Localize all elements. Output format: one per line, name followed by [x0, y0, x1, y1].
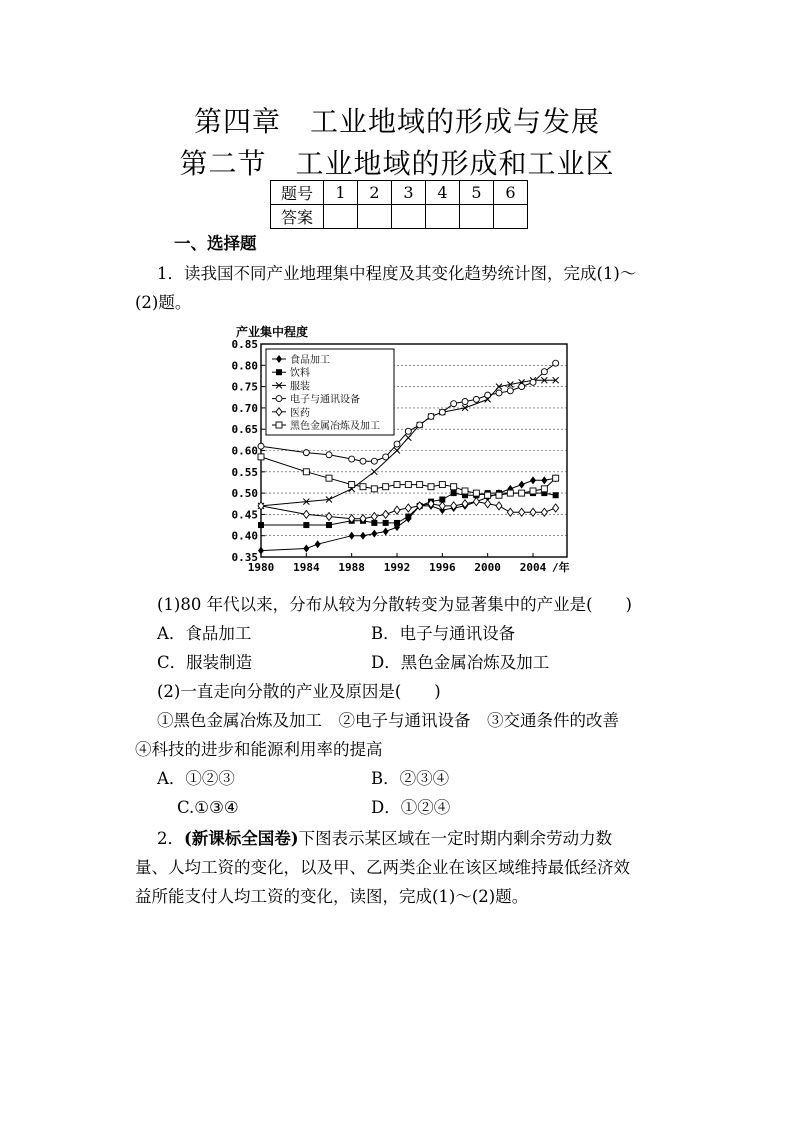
chart-point	[519, 508, 525, 516]
chart-x-tick-label: 1996	[429, 561, 456, 574]
answer-table-number: 1	[324, 181, 358, 205]
chart-point	[451, 490, 457, 496]
chart-point	[541, 476, 547, 484]
section-title: 第二节 工业地域的形成和工业区	[179, 147, 615, 180]
chart-point	[530, 508, 536, 516]
chapter-title: 第四章 工业地域的形成与发展	[193, 105, 600, 138]
chart-point	[405, 514, 411, 520]
q2-number: 2．	[157, 829, 184, 848]
chart-point	[405, 435, 411, 441]
q1-sub2-option-c[interactable]: C.①③④	[177, 798, 239, 817]
chart-x-tick-label: 1980	[247, 561, 275, 574]
chart-x-axis-unit: /年	[552, 561, 570, 574]
chart-point	[439, 502, 445, 510]
answer-table-number: 3	[392, 181, 426, 205]
chart-point	[405, 428, 411, 434]
chart-point	[428, 484, 434, 490]
chart-point	[371, 486, 377, 492]
chart-legend-marker	[276, 369, 282, 375]
chart-y-tick-label: 0.70	[231, 401, 258, 415]
chart-y-tick-label: 0.60	[231, 444, 258, 458]
chart-point	[417, 422, 423, 428]
q1-stem-line1: 1．读我国不同产业地理集中程度及其变化趋势统计图，完成(1)～	[157, 264, 637, 283]
chart-point	[405, 504, 411, 512]
chart-point	[541, 486, 547, 492]
chart-point	[507, 388, 513, 394]
answer-table-number: 2	[358, 181, 392, 205]
chart-point	[383, 510, 389, 518]
chart-y-axis-label: 产业集中程度	[236, 325, 309, 339]
chart-point	[519, 481, 525, 489]
chart-legend-label: 医药	[290, 407, 310, 419]
q1-sub2-items-line2: ④科技的进步和能源利用率的提高	[135, 740, 383, 759]
chart-y-tick-label: 0.65	[231, 423, 258, 437]
q1-sub2-option-b[interactable]: B．②③④	[371, 769, 450, 788]
chart-point	[462, 488, 468, 494]
chart-point	[439, 482, 445, 488]
chart-point	[371, 530, 377, 538]
q2-stem-line2: 量、人均工资的变化，以及甲、乙两类企业在该区域维持最低经济效	[135, 858, 630, 877]
chart-point	[394, 506, 400, 514]
chart-y-tick-label: 0.45	[231, 508, 258, 522]
chart-x-tick-label: 2000	[474, 561, 501, 574]
chart-point	[303, 522, 309, 528]
chart-point	[473, 490, 479, 496]
chart-point	[496, 390, 502, 396]
chart-point	[496, 502, 502, 510]
chart-point	[258, 547, 264, 555]
chart-point	[530, 379, 536, 385]
chart-point	[519, 384, 525, 390]
chart-point	[428, 413, 434, 419]
chart-legend-marker	[276, 396, 282, 402]
chart-x-tick-label: 1988	[338, 561, 365, 574]
chart-point	[371, 513, 377, 521]
q1-sub2-stem: (2)一直走向分散的产业及原因是( )	[157, 682, 441, 701]
chart-y-tick-label: 0.80	[231, 359, 258, 373]
q1-sub2-option-d[interactable]: D．①②④	[371, 798, 451, 817]
q1-sub1-option-a[interactable]: A．食品加工	[157, 624, 252, 643]
chart-x-tick-label: 2004	[519, 561, 547, 574]
chart-point	[349, 456, 355, 462]
answer-table-number: 4	[426, 181, 460, 205]
q1-sub1-stem: (1)80 年代以来，分布从较为分散转变为显著集中的产业是( )	[157, 595, 632, 614]
chart-point	[303, 469, 309, 475]
q2-source: (新课标全国卷)	[184, 829, 299, 848]
q2-stem-line1	[157, 827, 612, 851]
chart-point	[326, 475, 332, 481]
chart-y-tick-label: 0.75	[231, 380, 258, 394]
chart-x-tick-label: 1984	[293, 561, 320, 574]
chart-point	[383, 520, 389, 526]
answer-table-number: 5	[460, 181, 494, 205]
chart-point	[553, 492, 559, 498]
chart-legend-label: 食品加工	[290, 355, 330, 366]
chart-point	[326, 513, 332, 521]
chart-point	[473, 498, 479, 506]
chart-point	[360, 484, 366, 490]
chart-point	[553, 360, 559, 366]
chart-point	[383, 484, 389, 490]
chart-point	[496, 492, 502, 498]
q2-line1-rest: 下图表示某区域在一定时期内剩余劳动力数	[298, 829, 613, 848]
chart-point	[258, 443, 264, 449]
q1-sub1-option-c[interactable]: C．服装制造	[157, 653, 253, 672]
chart-point	[383, 454, 389, 460]
chart-point	[349, 482, 355, 488]
answer-cell[interactable]	[460, 205, 494, 229]
answer-table-row-numbers	[271, 181, 528, 205]
section-heading: 一、选择题	[174, 234, 257, 253]
chart-point	[485, 500, 491, 508]
chart-point	[530, 476, 536, 484]
answer-cell[interactable]	[358, 205, 392, 229]
chart-point	[371, 469, 377, 475]
chart-point	[360, 532, 366, 540]
chart-legend-label: 服装	[290, 381, 310, 393]
chart-point	[462, 399, 468, 405]
chart-x-ticks	[248, 553, 570, 574]
chart-point	[541, 369, 547, 375]
chart-point	[394, 482, 400, 488]
q1-stem-line2: (2)题。	[135, 293, 192, 312]
answer-cell[interactable]	[426, 205, 460, 229]
chart-legend-marker	[276, 422, 282, 428]
chart-point	[507, 490, 513, 496]
chart-legend-label: 电子与通讯设备	[290, 394, 360, 406]
chart-series-6	[258, 454, 559, 498]
chart-point	[473, 396, 479, 402]
chart-point	[451, 401, 457, 407]
chart-point	[405, 482, 411, 488]
q1-sub2-option-a[interactable]: A．①②③	[157, 769, 235, 788]
chart-point	[507, 508, 513, 516]
chart-y-tick-label: 0.40	[231, 529, 258, 543]
chart-point	[451, 484, 457, 490]
chart-point	[326, 522, 332, 528]
q1-sub1-option-b[interactable]: B．电子与通讯设备	[371, 624, 516, 643]
chart-point	[519, 490, 525, 496]
chart-point	[303, 510, 309, 518]
chart-legend	[266, 349, 394, 435]
answer-cell[interactable]	[324, 205, 358, 229]
chart-point	[303, 450, 309, 456]
q1-sub2-items-line1: ①黑色金属冶炼及加工 ②电子与通讯设备 ③交通条件的改善	[157, 711, 619, 730]
chart-point	[485, 392, 491, 398]
chart-point	[383, 527, 389, 535]
chart-point	[394, 520, 400, 526]
chart-point	[326, 452, 332, 458]
answer-cell[interactable]	[494, 205, 528, 229]
chart-point	[258, 522, 264, 528]
chart-point	[360, 458, 366, 464]
answer-table	[270, 180, 528, 229]
chart-legend-label: 黑色金属冶炼及加工	[290, 421, 380, 432]
answer-table-number: 6	[494, 181, 528, 205]
chart-point	[553, 475, 559, 481]
chart-point	[303, 544, 309, 552]
q1-sub1-option-d[interactable]: D．黑色金属冶炼及加工	[371, 653, 550, 672]
chart-point	[553, 504, 559, 512]
chart-point	[371, 458, 377, 464]
chart-point	[439, 409, 445, 415]
industry-concentration-chart	[225, 322, 575, 577]
chart-point	[541, 508, 547, 516]
chart-point	[394, 441, 400, 447]
q2-stem-line3: 益所能支付人均工资的变化，读图，完成(1)～(2)题。	[135, 887, 529, 906]
chart-point	[530, 488, 536, 494]
chart-y-tick-label: 0.50	[231, 487, 258, 501]
chart-legend-label: 饮料	[290, 368, 310, 380]
answer-table-row-answers	[271, 205, 528, 229]
answer-cell[interactable]	[392, 205, 426, 229]
chart-y-tick-label: 0.85	[231, 338, 258, 351]
chart-point	[417, 482, 423, 488]
chart-y-ticks	[232, 338, 266, 564]
chart-y-tick-label: 0.55	[231, 465, 258, 479]
chart-point	[485, 492, 491, 498]
chart-point	[315, 540, 321, 548]
chart-point	[258, 454, 264, 460]
chart-y-tick-label: 0.35	[231, 551, 258, 564]
chart-point	[349, 532, 355, 540]
answer-table-header-number: 题号	[271, 181, 324, 205]
chart-x-tick-label: 1992	[383, 561, 411, 574]
answer-table-header-answer: 答案	[271, 205, 324, 229]
